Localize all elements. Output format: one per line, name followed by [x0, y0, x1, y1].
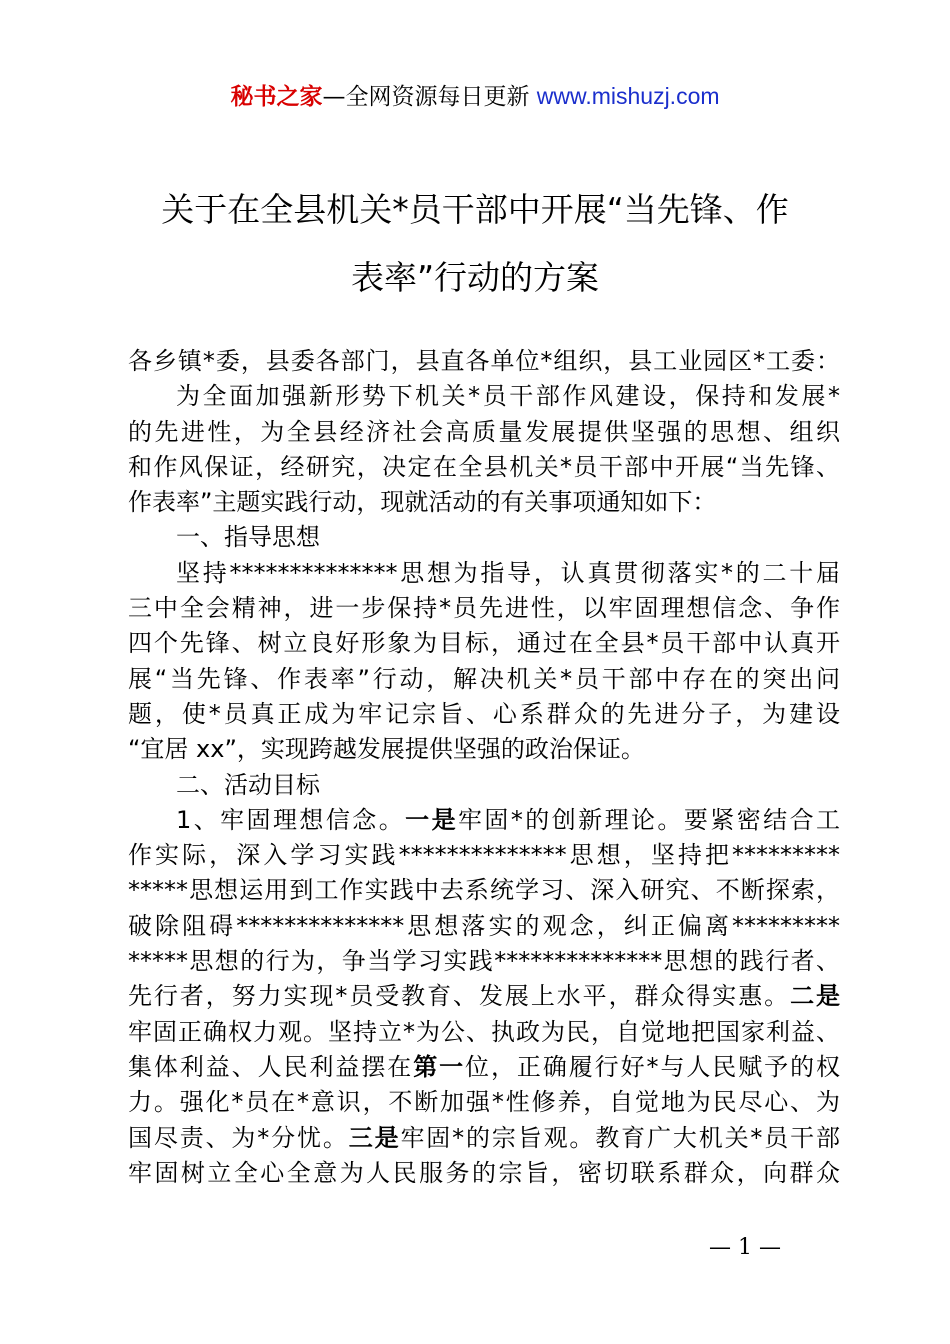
paragraph-line: 破除阻碍**************思想落实的观念，纠正偏离*********	[128, 911, 840, 940]
paragraph-line: 坚持**************思想为指导，认真贯彻落实*的二十届	[176, 558, 840, 587]
banner-website-link[interactable]: www.mishuzj.com	[536, 83, 720, 109]
paragraph-line: *****思想的行为，争当学习实践**************思想的践行者、	[128, 947, 840, 976]
paragraph-line: 四个先锋、树立良好形象为目标，通过在全县*员干部中认真开	[128, 629, 840, 658]
paragraph-line: *****思想运用到工作实践中去系统学习、深入研究、不断探索，	[128, 876, 840, 905]
paragraph-line	[128, 1050, 840, 1085]
paragraph-text: 牢固*的创新理论。要紧密结合工	[458, 805, 841, 834]
paragraph-line	[128, 1121, 840, 1156]
paragraph-line: 为全面加强新形势下机关*员干部作风建设，保持和发展*	[176, 382, 840, 411]
banner-slogan: —全网资源每日更新	[322, 84, 530, 110]
document-body	[128, 344, 840, 1191]
paragraph-line	[128, 803, 840, 838]
salutation: 各乡镇*委，县委各部门，县直各单位*组织，县工业园区*工委：	[128, 347, 840, 375]
banner-brand: 秘书之家	[230, 84, 323, 110]
section-heading-activity-goals: 二、活动目标	[176, 770, 320, 799]
paragraph-text: 1、牢固理想信念。	[176, 805, 406, 834]
bold-marker: 一是	[405, 805, 458, 834]
bold-marker: 二是	[790, 982, 841, 1011]
paragraph-text: 先行者，努力实现*员受教育、发展上水平，群众得实惠。	[128, 982, 791, 1011]
site-banner	[0, 80, 950, 113]
paragraph-line	[128, 979, 840, 1014]
paragraph-line: 展“当先锋、作表率”行动，解决机关*员干部中存在的突出问	[128, 664, 840, 693]
paragraph-line: 三中全会精神，进一步保持*员先进性，以牢固理想信念、争作	[128, 594, 840, 623]
paragraph-line: 力。强化*员在*意识，不断加强*性修养，自觉地为民尽心、为	[128, 1088, 840, 1117]
document-title-line-1: 关于在全县机关*员干部中开展“当先锋、作	[161, 190, 789, 229]
paragraph-line: 作实际，深入学习实践**************思想，坚持把*********	[128, 841, 840, 870]
paragraph-text: 牢固*的宗旨观。教育广大机关*员干部	[400, 1123, 841, 1152]
paragraph-line: 牢固正确权力观。坚持立*为公、执政为民，自觉地把国家利益、	[128, 1017, 840, 1046]
bold-marker: 三是	[348, 1123, 401, 1152]
paragraph-line: 和作风保证，经研究，决定在全县机关*员干部中开展“当先锋、	[128, 452, 840, 481]
document-title-line-2: 表率”行动的方案	[350, 258, 600, 297]
section-heading-guiding-thought: 一、指导思想	[176, 523, 320, 552]
bold-marker: 第一	[413, 1052, 466, 1081]
paragraph-line: 牢固树立全心全意为人民服务的宗旨，密切联系群众，向群众	[128, 1158, 840, 1187]
paragraph-text: 国尽责、为*分忧。	[128, 1123, 349, 1152]
paragraph-text: 集体利益、人民利益摆在	[128, 1052, 414, 1081]
paragraph-text: 位，正确履行好*与人民赋予的权	[465, 1052, 841, 1081]
page-number: — 1 —	[709, 1235, 781, 1260]
paragraph-line: “宜居 xx”，实现跨越发展提供坚强的政治保证。	[128, 735, 645, 764]
paragraph-line: 作表率”主题实践行动，现就活动的有关事项通知如下：	[128, 488, 717, 517]
paragraph-line: 的先进性，为全县经济社会高质量发展提供坚强的思想、组织	[128, 417, 840, 446]
paragraph-line: 题，使*员真正成为牢记宗旨、心系群众的先进分子，为建设	[128, 699, 840, 728]
